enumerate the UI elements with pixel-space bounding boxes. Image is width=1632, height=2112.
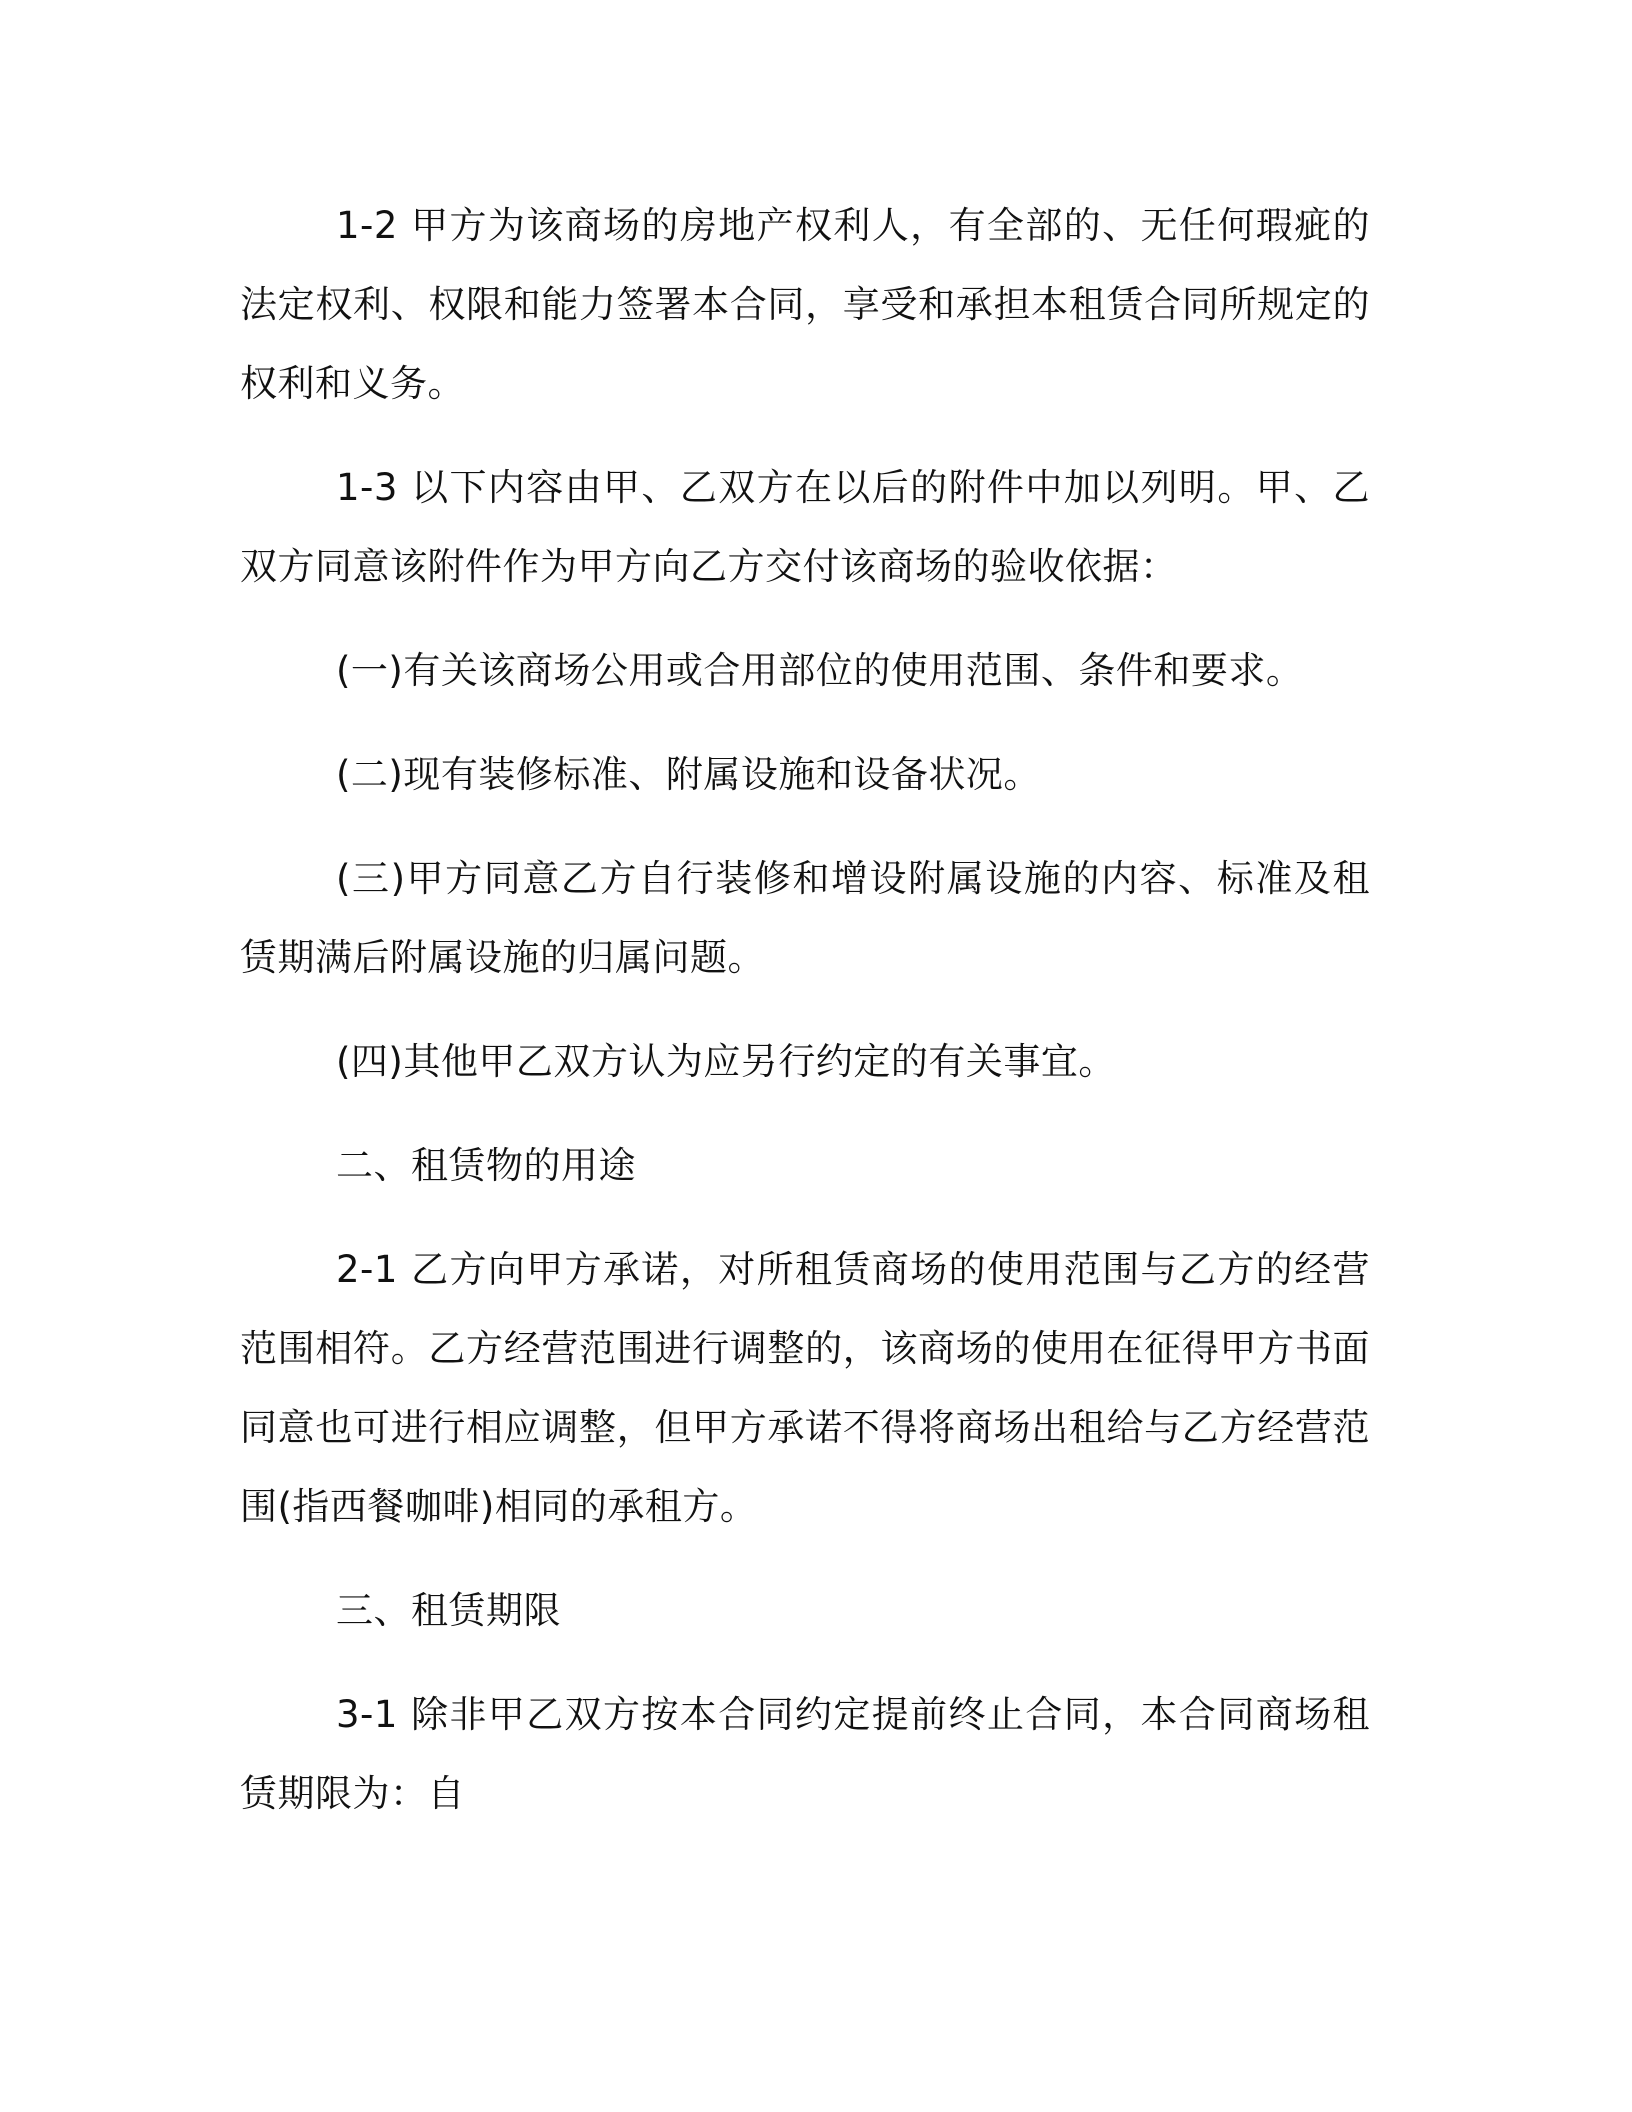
clause-1-3-item-3: (三)甲方同意乙方自行装修和增设附属设施的内容、标准及租赁期满后附属设施的归属问题。 [240, 857, 1370, 979]
clause-1-3-item-2: (二)现有装修标准、附属设施和设备状况。 [336, 753, 1041, 796]
clause-1-2: 1-2 甲方为该商场的房地产权利人，有全部的、无任何瑕疵的法定权利、权限和能力签署本合同，享受和承担本租赁合同所规定的权利和义务。 [240, 204, 1370, 405]
clause-1-3-item-1: (一)有关该商场公用或合用部位的使用范围、条件和要求。 [336, 649, 1304, 692]
clause-1-3-item-4: (四)其他甲乙双方认为应另行约定的有关事宜。 [336, 1040, 1116, 1083]
clause-1-3: 1-3 以下内容由甲、乙双方在以后的附件中加以列明。甲、乙双方同意该附件作为甲方向乙方交付该商场的验收依据： [240, 466, 1370, 588]
document-body [240, 186, 1370, 1858]
clause-2-1: 2-1 乙方向甲方承诺，对所租赁商场的使用范围与乙方的经营范围相符。乙方经营范围进行调整的，该商场的使用在征得甲方书面同意也可进行相应调整，但甲方承诺不得将商场出租给与乙方经营范围(指西餐咖啡)相同的承租方。 [240, 1248, 1370, 1528]
section-3-heading: 三、租赁期限 [336, 1589, 561, 1632]
clause-3-1: 3-1 除非甲乙双方按本合同约定提前终止合同，本合同商场租赁期限为：自 [240, 1693, 1370, 1815]
section-2-heading: 二、租赁物的用途 [336, 1144, 636, 1187]
